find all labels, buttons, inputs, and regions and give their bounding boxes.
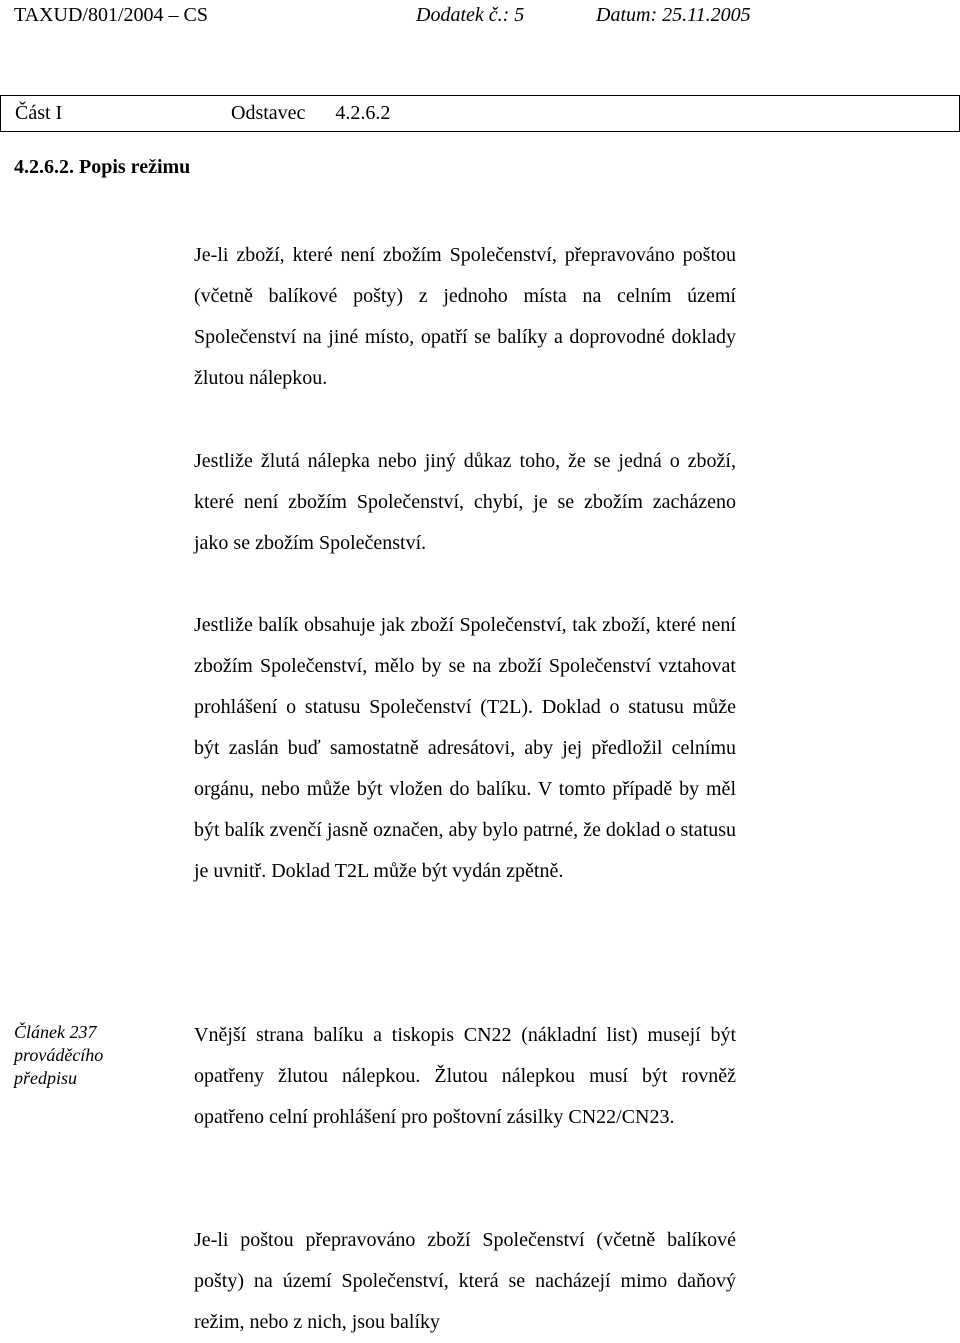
paragraph-2: Jestliže žlutá nálepka nebo jiný důkaz toho, že se jedná o zboží, které není zbožím Společenství, chybí, je se zbožím zacházeno jako se zbožím Společenství. [194,450,736,554]
page-header [14,0,914,30]
document-id: TAXUD/801/2004 – CS [14,4,208,26]
part-label: Část I [15,102,63,124]
side-note [14,1021,134,1090]
paragraph-label: Odstavec 4.2.6.2 [231,102,391,124]
section-heading: 4.2.6.2. Popis režimu [14,156,191,178]
paragraph-5: Je-li poštou přepravováno zboží Společenství (včetně balíkové pošty) na území Společenství, která se nacházejí mimo daňový režim, nebo z nich, jsou balíky [194,1229,736,1333]
document-date: Datum: 25.11.2005 [596,4,751,26]
paragraph-4: Vnější strana balíku a tiskopis CN22 (nákladní list) musejí být opatřeny žlutou nálepkou. Žlutou nálepkou musí být rovněž opatřeno celní prohlášení pro poštovní zásilky CN22/CN23. [194,1024,736,1128]
amendment-number: Dodatek č.: 5 [416,4,525,26]
paragraph-3: Jestliže balík obsahuje jak zboží Společenství, tak zboží, které není zbožím Společenství, mělo by se na zboží Společenství vztahovat prohlášení o statusu Společenství (T2L). Doklad o statusu může být zaslán buď samostatně adresátovi, aby jej předložil celnímu orgánu, nebo může být vložen do balíku. V tomto případě by měl být balík zvenčí jasně označen, aby bylo patrné, že doklad o statusu je uvnitř. Doklad T2L může být vydán zpětně. [194,614,736,882]
side-note-line-2: prováděcího [14,1045,104,1065]
section-reference-box [0,95,960,132]
side-note-line-3: předpisu [14,1068,77,1088]
side-note-line-1: Článek 237 [14,1022,97,1042]
paragraph-1: Je-li zboží, které není zbožím Společenství, přepravováno poštou (včetně balíkové pošty) z jednoho místa na celním území Společenství na jiné místo, opatří se balíky a doprovodné doklady žlutou nálepkou. [194,244,736,389]
